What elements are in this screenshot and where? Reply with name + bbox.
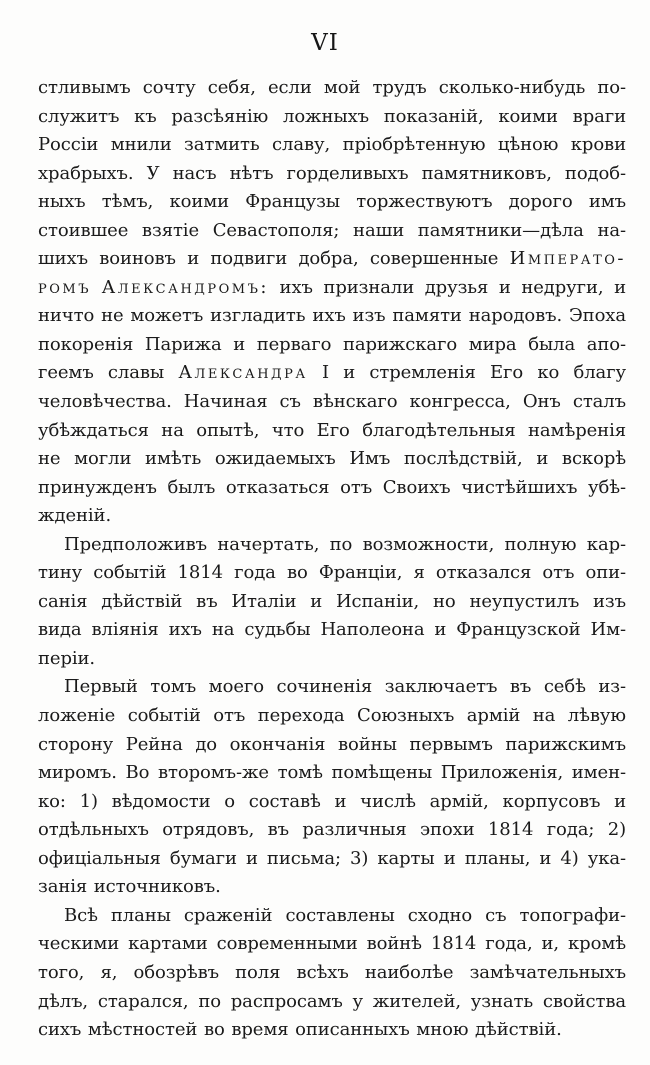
text-line: стливымъ сочту себя, если мой трудъ сколько-нибудь по- bbox=[38, 77, 626, 98]
text-line: стоившее взятіе Севастополя; наши памятники—дѣла на- bbox=[38, 219, 626, 241]
small-caps-text: Александра bbox=[178, 362, 308, 384]
text-line: Россіи мнили затмить славу, пріобрѣтенную цѣною крови bbox=[38, 134, 626, 156]
text-line: человѣчества. Начиная съ вѣнскаго конгресса, Онъ сталъ bbox=[38, 391, 626, 413]
page-number-header: VI bbox=[311, 30, 339, 56]
paragraph bbox=[38, 74, 626, 531]
small-caps-text: Императо- bbox=[509, 248, 626, 270]
text-line: не могли имѣть ожидаемыхъ Имъ послѣдствій, и вскорѣ bbox=[38, 448, 626, 470]
text-line: служитъ къ разсѣянію ложныхъ показаній, коими враги bbox=[38, 105, 626, 127]
text-line: геемъ славы Александра I и стремленія Его ко благу bbox=[38, 362, 626, 384]
text-line: періи. bbox=[38, 647, 96, 669]
text-line: тину событій 1814 года во Франціи, я отказался отъ опи- bbox=[38, 562, 626, 584]
small-caps-text: Александромъ: bbox=[101, 276, 269, 298]
text-line: ныхъ тѣмъ, коими Французы торжествуютъ дорого имъ bbox=[38, 191, 626, 213]
body-text bbox=[38, 74, 626, 1045]
text-line: сихъ мѣстностей во время описанныхъ мною дѣйствій. bbox=[38, 1019, 562, 1041]
text-line: покоренія Парижа и перваго парижскаго мира была апо- bbox=[38, 333, 626, 355]
paragraph bbox=[38, 531, 626, 674]
text-line: офиціальныя бумаги и письма; 3) карты и планы, и 4) ука- bbox=[38, 847, 626, 869]
text-line: ложеніе событій отъ перехода Союзныхъ армій на лѣвую bbox=[38, 705, 626, 727]
text-line: вида вліянія ихъ на судьбы Наполеона и Французской Им- bbox=[38, 619, 626, 641]
text-line: того, я, обозрѣвъ поля всѣхъ наиболѣе замѣчательныхъ bbox=[38, 961, 626, 983]
text-line: ко: 1) вѣдомости о составѣ и числѣ армій, корпусовъ и bbox=[38, 790, 626, 812]
text-line: миромъ. Во второмъ-же томѣ помѣщены Приложенія, имен- bbox=[38, 762, 626, 784]
text-line: жденій. bbox=[38, 505, 112, 527]
text-line: ромъ Александромъ: ихъ признали друзья и недруги, и bbox=[38, 276, 626, 298]
paragraph bbox=[38, 673, 626, 901]
paragraph bbox=[38, 902, 626, 1045]
text-line: убѣждаться на опытѣ, что Его благодѣтельныя намѣренія bbox=[38, 419, 626, 441]
text-line: ничто не можетъ изгладить ихъ изъ памяти народовъ. Эпоха bbox=[38, 305, 626, 327]
text-line: принужденъ былъ отказаться отъ Своихъ чистѣйшихъ убѣ- bbox=[38, 476, 626, 498]
text-line: занія источниковъ. bbox=[38, 876, 221, 898]
text-line: ческими картами современными войнѣ 1814 года, и, кромѣ bbox=[38, 933, 626, 955]
text-line: шихъ воиновъ и подвиги добра, совершенные Императо- bbox=[38, 248, 626, 270]
text-line: храбрыхъ. У насъ нѣтъ горделивыхъ памятниковъ, подоб- bbox=[38, 162, 626, 184]
text-line: сторону Рейна до окончанія войны первымъ парижскимъ bbox=[38, 733, 626, 755]
text-line: санія дѣйствій въ Италіи и Испаніи, но неупустилъ изъ bbox=[38, 590, 626, 612]
text-line: Предположивъ начертать, по возможности, полную кар- bbox=[64, 533, 626, 555]
text-line: дѣлъ, старался, по распросамъ у жителей, узнать свойства bbox=[38, 990, 626, 1012]
text-line: Первый томъ моего сочиненія заключаетъ въ себѣ из- bbox=[64, 676, 626, 698]
small-caps-text: ромъ bbox=[38, 276, 92, 298]
text-line: Всѣ планы сраженій составлены сходно съ топографи- bbox=[64, 904, 626, 926]
text-line: отдѣльныхъ отрядовъ, въ различныя эпохи 1814 года; 2) bbox=[38, 819, 626, 841]
